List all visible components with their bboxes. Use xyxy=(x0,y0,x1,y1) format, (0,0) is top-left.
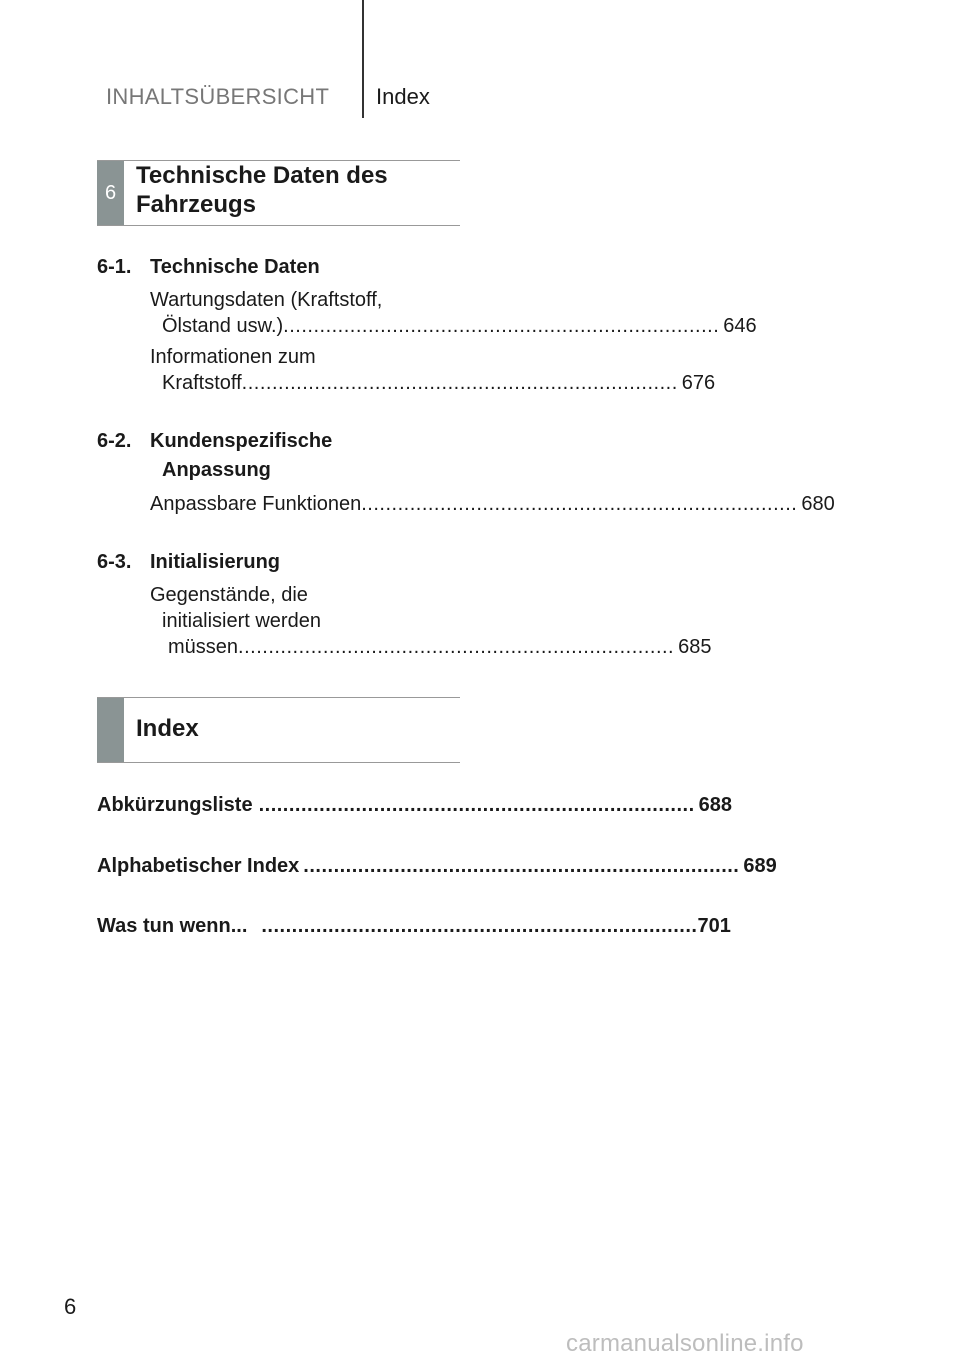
dot-leader: ........................................................................ xyxy=(261,915,698,937)
toc-entry[interactable] xyxy=(150,491,835,517)
index-entry[interactable] xyxy=(97,853,777,879)
page-number: 6 xyxy=(64,1294,77,1319)
index-entry[interactable] xyxy=(97,913,731,939)
page-ref: 685 xyxy=(678,636,712,658)
section-6-header xyxy=(97,160,460,226)
toc-entry-line: Gegenstände, die xyxy=(150,584,308,606)
index-section-header xyxy=(97,697,460,763)
section-tab-index xyxy=(97,698,124,762)
toc-entry-label: Kraftstoff xyxy=(162,372,242,394)
toc-entry-label: müssen xyxy=(168,636,239,658)
dot-leader: ........................................................................ xyxy=(238,636,675,658)
dot-leader: ........................................................................ xyxy=(283,315,720,337)
index-entry-label: Was tun wenn... xyxy=(97,915,248,937)
chapter-header: INHALTSÜBERSICHT xyxy=(106,84,330,109)
index-entry-label: Alphabetischer Index xyxy=(97,855,300,877)
subsection-number: 6-3. xyxy=(97,551,132,573)
page-ref: 676 xyxy=(681,372,716,394)
toc-entry[interactable] xyxy=(162,313,757,339)
subsection-title: Initialisierung xyxy=(150,551,281,573)
subsection-title: Technische Daten xyxy=(150,256,320,278)
page-ref: 646 xyxy=(723,315,757,337)
index-entry-label: Abkürzungsliste xyxy=(97,794,253,816)
toc-entry-line: Informationen zum xyxy=(150,346,316,368)
section-tab-6: 6 xyxy=(97,161,124,225)
toc-entry-label: Ölstand usw.) xyxy=(162,315,284,337)
dot-leader: ........................................................................ xyxy=(241,372,678,394)
subsection-number: 6-2. xyxy=(97,430,132,452)
dot-leader: ........................................................................ xyxy=(361,493,798,515)
toc-entry-label: Anpassbare Funktionen xyxy=(150,493,362,515)
watermark: carmanualsonline.info xyxy=(566,1330,804,1357)
toc-entry[interactable] xyxy=(168,634,712,660)
section-header: Index xyxy=(376,84,430,109)
section-title-line2: Fahrzeugs xyxy=(136,191,257,218)
subsection-number: 6-1. xyxy=(97,256,132,278)
header-divider xyxy=(362,0,364,118)
dot-leader: ........................................................................ xyxy=(303,855,740,877)
page-ref: 689 xyxy=(743,855,777,877)
page-ref: 680 xyxy=(801,493,835,515)
section-title: Index xyxy=(136,715,199,742)
page-ref: 688 xyxy=(698,794,733,816)
toc-entry-line: Wartungsdaten (Kraftstoff, xyxy=(150,289,383,311)
index-entry[interactable] xyxy=(97,792,733,818)
toc-entry-line: initialisiert werden xyxy=(162,610,321,632)
subsection-title: Kundenspezifische xyxy=(150,430,333,452)
dot-leader: ........................................................................ xyxy=(258,794,695,816)
subsection-title-cont: Anpassung xyxy=(162,459,271,481)
page-ref: 701 xyxy=(697,915,731,937)
section-title-line1: Technische Daten des xyxy=(136,162,388,189)
toc-entry[interactable] xyxy=(162,370,716,396)
